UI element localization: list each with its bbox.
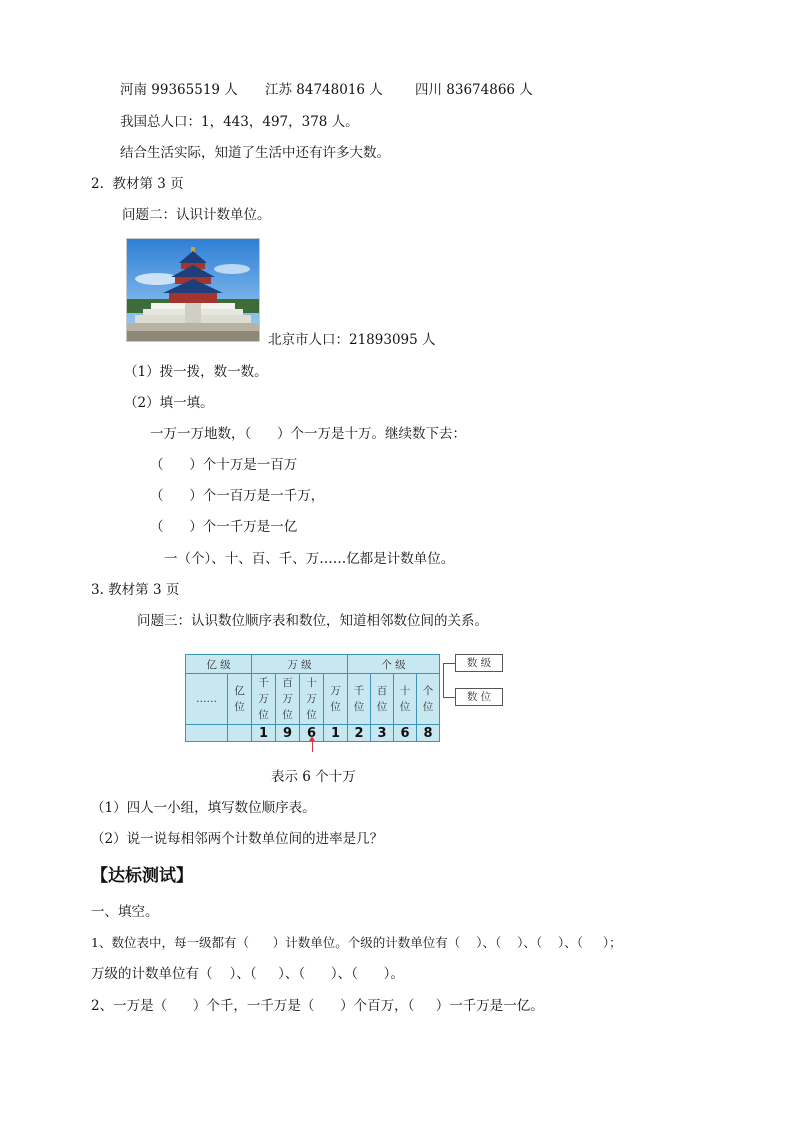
section3-question: 问题三：认识数位顺序表和数位，知道相邻数位间的关系。	[137, 613, 488, 629]
task-1: （1）四人一小组，填写数位顺序表。	[91, 800, 316, 816]
fill-line-1: 一万一万地数，（ ）个一万是十万。继续数下去：	[150, 426, 466, 442]
place-wan: 万位	[324, 674, 348, 725]
pointer-arrow-icon	[312, 740, 313, 752]
fill-line-2: （ ）个十万是一百万	[150, 457, 298, 473]
fill-line-4: （ ）个一千万是一亿	[150, 519, 298, 535]
digit-cell: 8	[417, 725, 440, 742]
digit-cell: 6	[394, 725, 417, 742]
place-ge: 个位	[417, 674, 440, 725]
digit-cell: 3	[371, 725, 394, 742]
group-wan: 万 级	[252, 655, 348, 674]
table-caption: 表示 6 个十万	[271, 769, 356, 785]
question-1b: 万级的计数单位有（ ）、（ ）、（ ）、（ ）。	[91, 966, 404, 982]
digit-cell: 2	[348, 725, 371, 742]
temple-of-heaven-photo	[126, 238, 260, 342]
place-baiwan: 百万位	[276, 674, 300, 725]
beijing-population: 北京市人口：21893095 人	[268, 332, 436, 348]
pop-jiangsu: 江苏 84748016 人	[265, 82, 383, 98]
connector-line	[443, 697, 455, 698]
connector-line	[443, 663, 444, 697]
place-ellipsis: ……	[186, 674, 228, 725]
section2-question: 问题二：认识计数单位。	[122, 207, 271, 223]
place-value-table	[185, 654, 440, 742]
place-shiwan: 十万位	[300, 674, 324, 725]
place-qianwan: 千万位	[252, 674, 276, 725]
place-bai: 百位	[371, 674, 394, 725]
digit-cell: 6	[300, 725, 324, 742]
pop-note: 结合生活实际，知道了生活中还有许多大数。	[120, 145, 390, 161]
label-places: 数 位	[455, 688, 503, 706]
group-yi: 亿 级	[186, 655, 252, 674]
label-groups: 数 级	[455, 654, 503, 672]
test-part-fill: 一、填空。	[91, 904, 159, 920]
section2-heading: 2. 教材第 3 页	[91, 176, 184, 192]
pop-total: 我国总人口：1，443，497，378 人。	[120, 114, 359, 130]
test-heading: 【达标测试】	[91, 866, 193, 886]
digit-cell: 1	[324, 725, 348, 742]
digit-cell	[228, 725, 252, 742]
step-1: （1）拨一拨，数一数。	[124, 364, 268, 380]
digit-cell: 9	[276, 725, 300, 742]
question-2: 2、一万是（ ）个千，一千万是（ ）个百万，（ ）一千万是一亿。	[91, 998, 544, 1014]
step-2: （2）填一填。	[124, 395, 214, 411]
fill-line-3: （ ）个一百万是一千万，	[150, 488, 325, 504]
digit-cell: 1	[252, 725, 276, 742]
digit-cell	[186, 725, 228, 742]
counting-units-summary: 一（个）、十、百、千、万……亿都是计数单位。	[164, 551, 455, 567]
place-shi: 十位	[394, 674, 417, 725]
task-2: （2）说一说每相邻两个计数单位间的进率是几？	[91, 831, 384, 847]
group-ge: 个 级	[348, 655, 440, 674]
section3-heading: 3. 教材第 3 页	[91, 582, 180, 598]
place-qian: 千位	[348, 674, 371, 725]
place-yi: 亿位	[228, 674, 252, 725]
connector-line	[443, 663, 455, 664]
pop-henan: 河南 99365519 人	[120, 82, 238, 98]
pop-sichuan: 四川 83674866 人	[415, 82, 533, 98]
question-1a: 1、数位表中，每一级都有（ ）计数单位。个级的计数单位有（ ）、（ ）、（ ）、（ ）；	[91, 935, 622, 950]
